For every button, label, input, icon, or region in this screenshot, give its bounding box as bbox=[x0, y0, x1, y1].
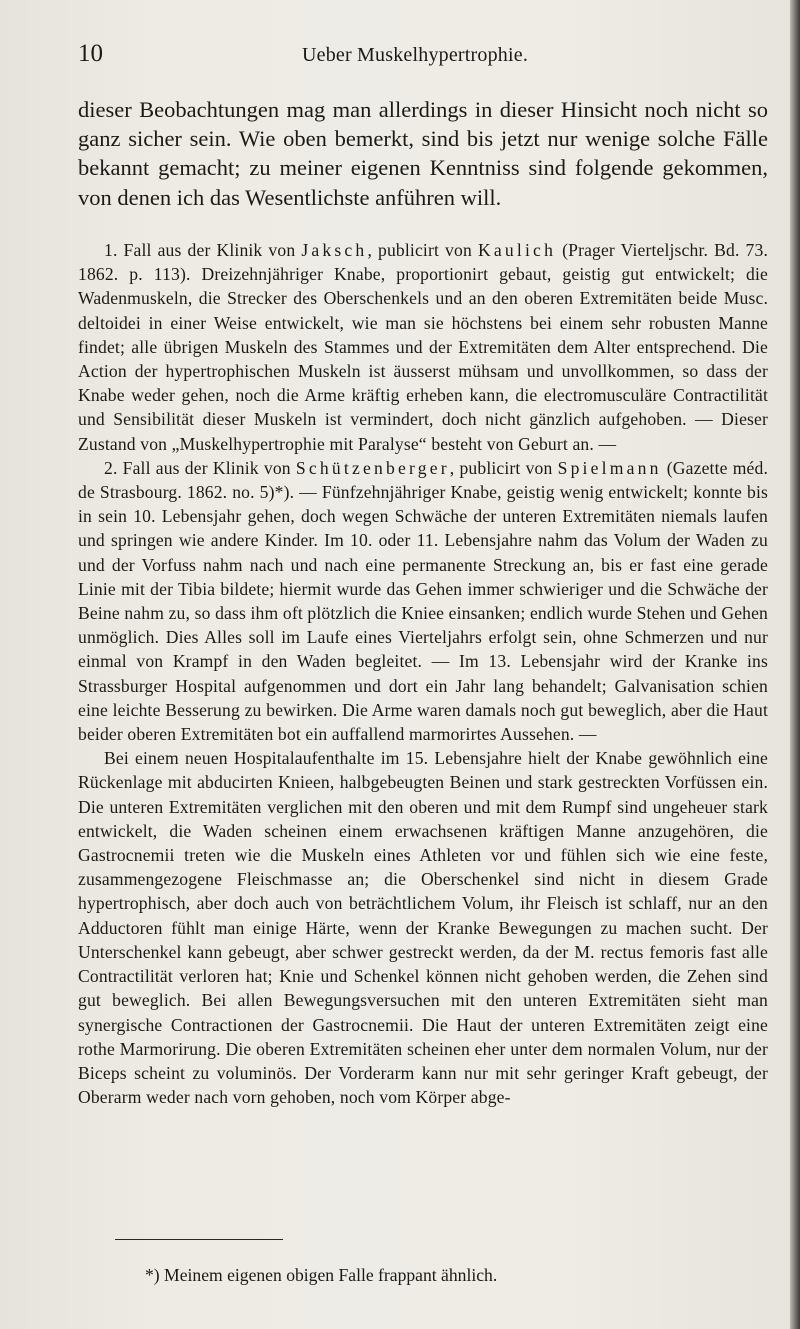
case-2-paragraph bbox=[78, 456, 768, 746]
page-header bbox=[78, 40, 768, 74]
case-1-intro: 1. Fall aus der Klinik von bbox=[104, 240, 302, 260]
footnote-divider bbox=[115, 1239, 283, 1240]
page-edge-shadow bbox=[790, 0, 800, 1329]
case-2-clinician: Schützenberger bbox=[295, 457, 450, 478]
case-1-clinician: Jaksch bbox=[301, 240, 368, 260]
intro-section bbox=[78, 95, 768, 212]
case-2-continuation-paragraph: Bei einem neuen Hospitalaufenthalte im 15. Lebensjahre hielt der Knabe gewöhnlich eine Rückenlage mit abducirten Knieen, halbgebeugten Beinen und stark gestreckten Vorfüssen ein. Die unteren Extremitäten verglichen mit den oberen und mit dem Rumpf sind ungeheuer stark entwickelt, die Waden scheinen einem erwachsenen kräftigen Manne anzugehören, die Gastrocnemii treten wie die Muskeln eines Athleten vor und fühlen sich wie eine feste, zusammengezogene Fleischmasse an; die Oberschenkel sind nicht in diesem Grade hypertrophisch, aber doch auch von beträchtlichem Volum, ihr Fleisch ist schlaff, nur an den Adductoren fühlt man einige Härte, wenn der Kranke Bewegungen zu machen sucht. Der Unterschenkel kann gebeugt, aber schwer gestreckt werden, da der M. rectus femoris fast alle Contractilität verloren hat; Knie und Schenkel können nicht gehoben werden, die Zehen sind gut beweglich. Bei allen Bewegungsversuchen mit den unteren Extremitäten sieht man synergische Contractionen der Gastrocnemii. Die Haut der unteren Extremitäten zeigt eine rothe Marmorirung. Die oberen Extremitäten scheinen eher unter dem normalen Volum, nur der Biceps scheint zu voluminös. Der Vorderarm kann nur mit sehr geringer Kraft gebeugt, der Oberarm weder nach vorn gehoben, noch vom Körper abge- bbox=[78, 748, 768, 1108]
case-2-text: (Gazette méd. de Strasbourg. 1862. no. 5)*). — Fünfzehnjähriger Knabe, geistig wenig entwickelt; konnte bis in sein 10. Lebensjahr gehen, doch wegen Schwäche der unteren Extremitäten niemals laufen und springen wie andere Kinder. Im 10. oder 11. Lebensjahre nahm das Volum der Waden zu und der Vorfuss nahm nach und nach eine permanente Streckung an, bis er fast eine gerade Linie mit der Tibia bildete; hiermit wurde das Gehen immer schwieriger und die Schwäche der Beine nahm zu, so dass ihm oft plötzlich die Kniee einsanken; endlich wurde Stehen und Gehen unmöglich. Dies Alles soll im Laufe eines Vierteljahrs erfolgt sein, ohne Schmerzen und nur einmal von Krampf in den Waden begleitet. — Im 13. Lebensjahr wird der Kranke ins Strassburger Hospital aufgenommen und dort ein Jahr lang behandelt; Galvanisation schien eine leichte Besserung zu bewirken. Die Arme waren damals noch gut beweglich, aber die Haut beider oberen Extremitäten bot ein auffallend marmorirtes Aussehen. — bbox=[78, 457, 769, 745]
page-number: 10 bbox=[78, 40, 103, 67]
running-title: Ueber Muskelhypertrophie. bbox=[302, 44, 529, 66]
case-1-text: (Prager Vierteljschr. Bd. 73. 1862. p. 113). Dreizehnjähriger Knabe, proportionirt gebaut, geistig gut entwickelt; die Wadenmuskeln, die Strecker des Oberschenkels und an den oberen Extremitäten beide Musc. deltoidei in einer Weise entwickelt, wie man sie höchstens bei einem sehr robusten Manne findet; alle übrigen Muskeln des Stammes und der Extremitäten dem Alter entsprechend. Die Action der hypertrophischen Muskeln ist äusserst mühsam und unvollkommen, so dass der Knabe weder gehen, noch die Arme kräftig erheben kann, die electromusculäre Contractilität und Sensibilität dieser Muskeln ist vermindert, doch nicht gänzlich aufgehoben. — Dieser Zustand von „Muskelhypertrophie mit Paralyse“ besteht von Geburt an. — bbox=[78, 240, 768, 454]
case-2-author: Spielmann bbox=[557, 457, 662, 478]
case-2-intro: 2. Fall aus der Klinik von bbox=[104, 457, 296, 478]
case-1-paragraph bbox=[78, 238, 768, 456]
case-reports bbox=[78, 238, 768, 1109]
footnote: *) Meinem eigenen obigen Falle frappant ähnlich. bbox=[145, 1265, 498, 1285]
case-1-connector: , publicirt von bbox=[367, 240, 478, 260]
case-1-author: Kaulich bbox=[477, 240, 557, 260]
case-2-connector: , publicirt von bbox=[449, 457, 558, 478]
intro-paragraph: dieser Beobachtungen mag man allerdings in dieser Hinsicht noch nicht so ganz sicher sein. Wie oben bemerkt, sind bis jetzt nur wenige solche Fälle bekannt gemacht; zu meiner eigenen Kenntniss sind folgende gekommen, von denen ich das Wesentlichste anführen will. bbox=[78, 97, 768, 210]
